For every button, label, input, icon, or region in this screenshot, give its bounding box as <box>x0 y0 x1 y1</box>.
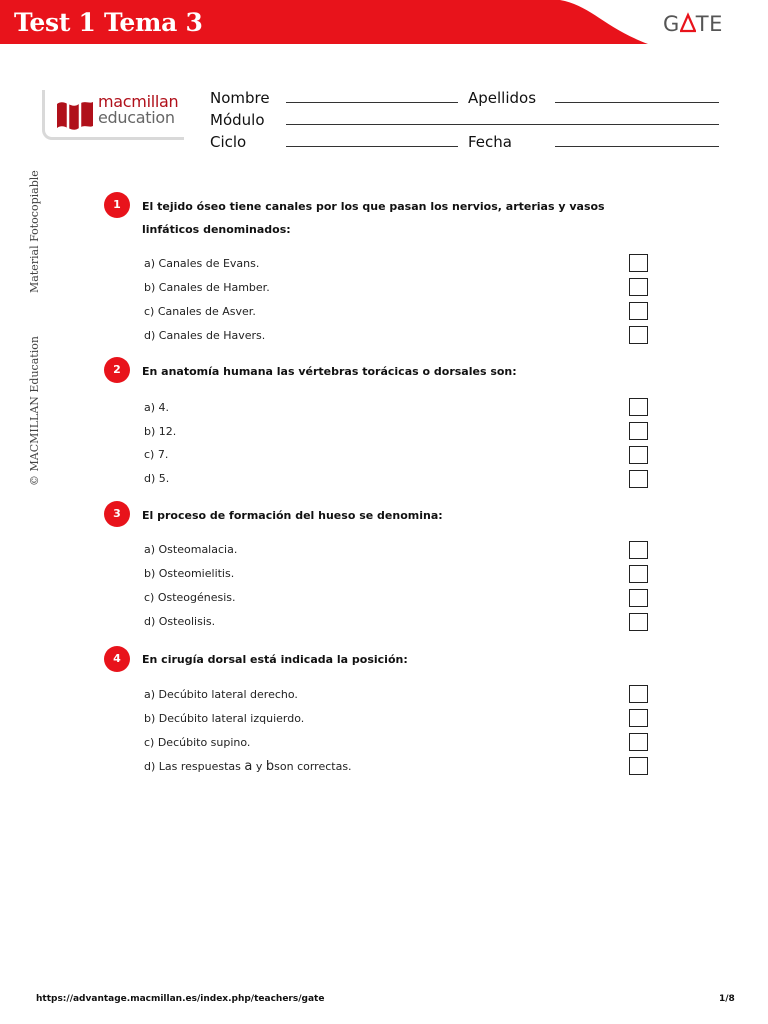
question-4-option-d <box>144 759 352 774</box>
footer-url: https://advantage.macmillan.es/index.php/teachers/gate <box>36 994 325 1004</box>
copyright-note: © MACMILLAN Education <box>28 336 41 486</box>
question-3-checkbox-d[interactable] <box>629 613 648 631</box>
question-3-option-a: a) Osteomalacia. <box>144 543 238 556</box>
question-3-checkbox-c[interactable] <box>629 589 648 607</box>
question-3-checkbox-b[interactable] <box>629 565 648 583</box>
question-1-option-c: c) Canales de Asver. <box>144 305 256 318</box>
question-4-option-b: b) Decúbito lateral izquierdo. <box>144 712 305 725</box>
ciclo-label: Ciclo <box>210 133 247 151</box>
macmillan-logo <box>42 90 184 140</box>
question-2-option-c: c) 7. <box>144 448 169 461</box>
question-1-checkbox-c[interactable] <box>629 302 648 320</box>
question-2-number: 2 <box>104 357 130 383</box>
option-d-b-letter: b <box>265 759 275 774</box>
question-1-checkbox-b[interactable] <box>629 278 648 296</box>
question-2-option-b: b) 12. <box>144 425 177 438</box>
gate-logo <box>663 12 723 36</box>
fecha-field[interactable] <box>555 146 719 147</box>
option-d-a-letter: a <box>244 759 253 774</box>
apellidos-field[interactable] <box>555 102 719 103</box>
question-1-option-b: b) Canales de Hamber. <box>144 281 270 294</box>
ciclo-field[interactable] <box>286 146 458 147</box>
question-2-checkbox-c[interactable] <box>629 446 648 464</box>
fecha-label: Fecha <box>468 133 512 151</box>
logo-line-2: education <box>98 108 175 127</box>
option-d-suffix: son correctas. <box>274 760 352 773</box>
question-2-checkbox-a[interactable] <box>629 398 648 416</box>
question-1-checkbox-d[interactable] <box>629 326 648 344</box>
question-4-checkbox-d[interactable] <box>629 757 648 775</box>
question-1-checkbox-a[interactable] <box>629 254 648 272</box>
nombre-field[interactable] <box>286 102 458 103</box>
apellidos-label: Apellidos <box>468 89 537 107</box>
option-d-mid: y <box>252 760 266 773</box>
question-3-checkbox-a[interactable] <box>629 541 648 559</box>
question-2-text: En anatomía humana las vértebras torácicas o dorsales son: <box>142 365 517 378</box>
modulo-field[interactable] <box>286 124 719 125</box>
question-1-text: El tejido óseo tiene canales por los que pasan los nervios, arterias y vasos linfáticos denominados: <box>142 200 605 236</box>
question-3-number: 3 <box>104 501 130 527</box>
nombre-label: Nombre <box>210 89 270 107</box>
logo-line-1: macmillan <box>98 92 179 111</box>
modulo-label: Módulo <box>210 111 265 129</box>
document-title: Test 1 Tema 3 <box>14 8 203 37</box>
question-3-option-b: b) Osteomielitis. <box>144 567 235 580</box>
fotocopiable-note: Material Fotocopiable <box>28 170 41 293</box>
triangle-a-icon <box>680 12 696 34</box>
question-3-option-d: d) Osteolisis. <box>144 615 216 628</box>
footer-page-number: 1/8 <box>719 994 735 1004</box>
question-4-checkbox-b[interactable] <box>629 709 648 727</box>
header-band <box>0 0 768 50</box>
question-1-option-d: d) Canales de Havers. <box>144 329 266 342</box>
question-2-checkbox-b[interactable] <box>629 422 648 440</box>
question-3-text: El proceso de formación del hueso se denomina: <box>142 509 443 522</box>
gate-logo-te: TE <box>695 12 723 36</box>
question-4-text: En cirugía dorsal está indicada la posición: <box>142 653 408 666</box>
macmillan-flag-icon <box>55 96 95 130</box>
question-2-option-a: a) 4. <box>144 401 170 414</box>
question-1-option-a: a) Canales de Evans. <box>144 257 260 270</box>
question-2-checkbox-d[interactable] <box>629 470 648 488</box>
question-4-checkbox-c[interactable] <box>629 733 648 751</box>
question-4-checkbox-a[interactable] <box>629 685 648 703</box>
question-2-option-d: d) 5. <box>144 472 170 485</box>
question-1-number: 1 <box>104 192 130 218</box>
gate-logo-g: G <box>663 12 680 36</box>
question-4-option-a: a) Decúbito lateral derecho. <box>144 688 298 701</box>
option-d-prefix: d) Las respuestas <box>144 760 245 773</box>
question-4-number: 4 <box>104 646 130 672</box>
question-3-option-c: c) Osteogénesis. <box>144 591 236 604</box>
question-4-option-c: c) Decúbito supino. <box>144 736 251 749</box>
